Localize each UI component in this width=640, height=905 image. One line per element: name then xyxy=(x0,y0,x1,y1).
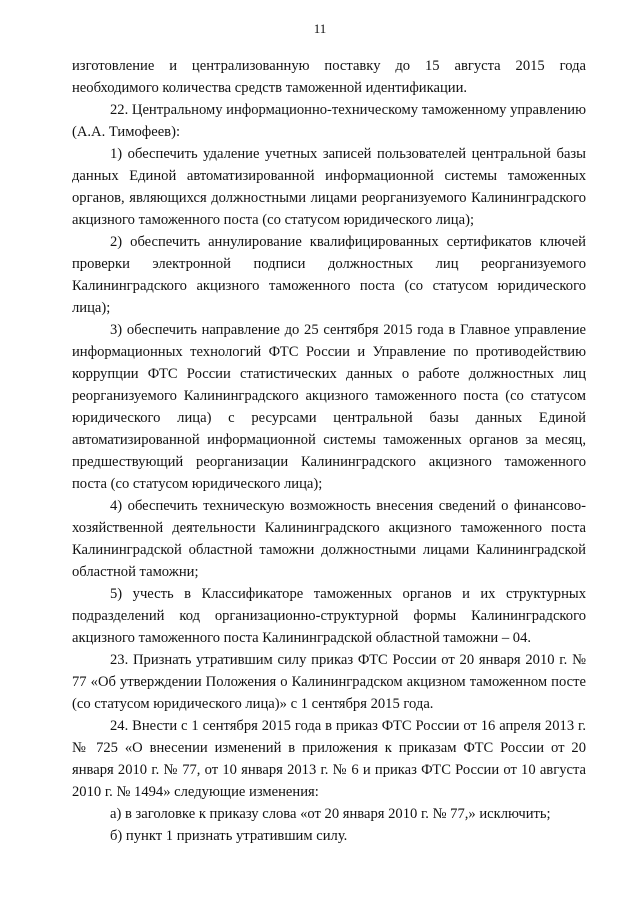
paragraph-continuation: изготовление и централизованную поставку до 15 августа 2015 года необходимого количества средств таможенной идентификации. xyxy=(72,58,586,96)
paragraph-item-24-a: а) в заголовке к приказу слова «от 20 января 2010 г. № 77,» исключить; xyxy=(110,806,551,822)
paragraph-item-22-1: 1) обеспечить удаление учетных записей пользователей центральной базы данных Единой автоматизированной информационной системы таможенных органов, являющихся должностными лицами реорганизуемого Калининградского акцизного таможенного поста (со статусом юридического лица); xyxy=(72,146,586,228)
paragraph-item-22: 22. Центральному информационно-техническому таможенному управлению (А.А. Тимофеев): xyxy=(72,102,586,140)
paragraph-item-22-5: 5) учесть в Классификаторе таможенных органов и их структурных подразделений код организационно-структурной формы Калининградского акцизного таможенного поста Калининградской областной таможни – 04. xyxy=(72,586,586,646)
paragraph-item-23: 23. Признать утратившим силу приказ ФТС России от 20 января 2010 г. № 77 «Об утверждении Положения о Калининградском акцизном таможенном посте (со статусом юридического лица)» с 1 сентября 2015 года. xyxy=(72,652,586,712)
page-number: 11 xyxy=(313,21,327,36)
paragraph-item-22-4: 4) обеспечить техническую возможность внесения сведений о финансово-хозяйственной деятельности Калининградского акцизного таможенного поста Калининградской областной таможни должностными лицами Калининградской областной таможни; xyxy=(72,498,586,580)
paragraph-item-24-b: б) пункт 1 признать утратившим силу. xyxy=(110,828,348,844)
document-body xyxy=(72,55,586,847)
paragraph-item-24: 24. Внести с 1 сентября 2015 года в приказ ФТС России от 16 апреля 2013 г. № 725 «О внесении изменений в приложения к приказам ФТС России от 20 января 2010 г. № 77, от 10 января 2013 г. № 6 и приказ ФТС России от 10 августа 2010 г. № 1494» следующие изменения: xyxy=(72,718,586,800)
paragraph-item-22-2: 2) обеспечить аннулирование квалифицированных сертификатов ключей проверки электронной подписи должностных лиц реорганизуемого Калининградского акцизного таможенного поста (со статусом юридического лица); xyxy=(72,234,586,316)
paragraph-item-22-3: 3) обеспечить направление до 25 сентября 2015 года в Главное управление информационных технологий ФТС России и Управление по противодействию коррупции ФТС России статистических данных о работе должностных лиц реорганизуемого Калининградского акцизного таможенного поста (со статусом юридического лица) с ресурсами центральной базы данных Единой автоматизированной информационной системы таможенных органов за месяц, предшествующий реорганизации Калининградского акцизного таможенного поста (со статусом юридического лица); xyxy=(72,322,586,492)
